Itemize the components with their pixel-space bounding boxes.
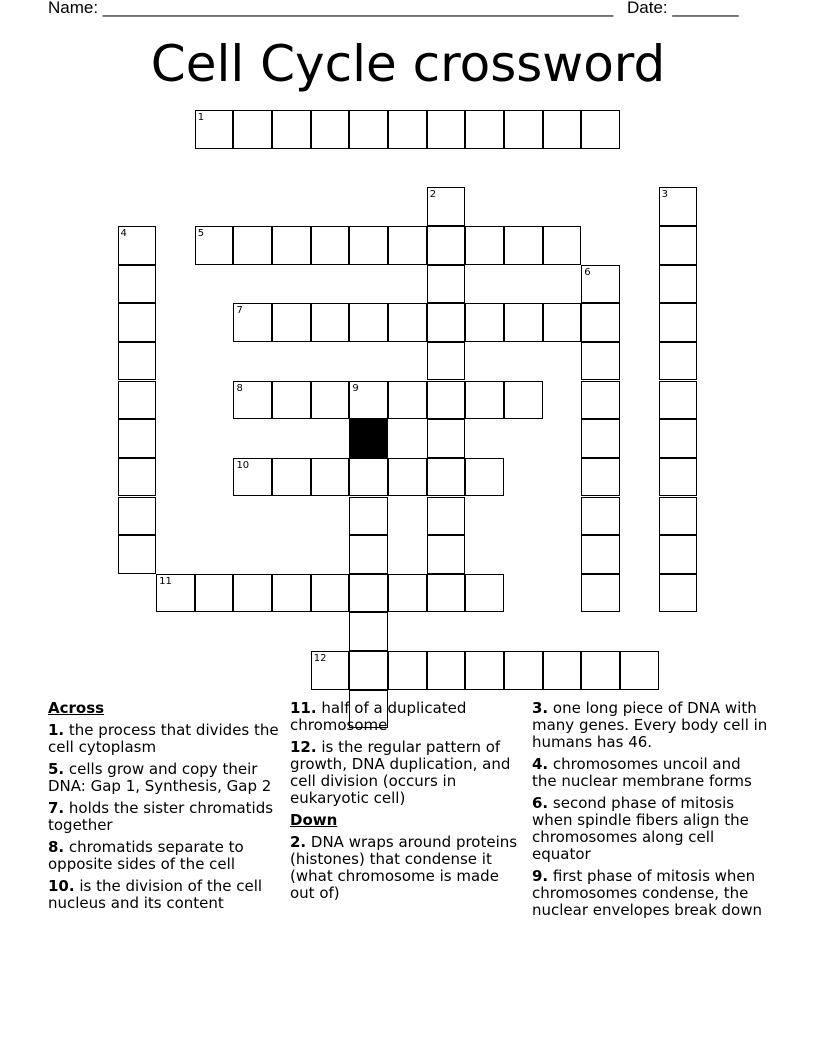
clue-number: 10: [236, 459, 250, 471]
grid-cell: [659, 458, 698, 497]
clue-number: 2: [429, 189, 437, 201]
clue-number: 4: [120, 227, 127, 239]
grid-cell: [388, 110, 427, 149]
grid-cell: [195, 226, 234, 265]
clue-item: [48, 722, 280, 756]
clue-item-text: is the regular pattern of growth, DNA duplication, and cell division (occurs in eukaryotic cell): [290, 738, 511, 807]
grid-cell: [465, 574, 504, 613]
clue-item: [48, 761, 280, 795]
down-clue-list: [290, 834, 526, 902]
clue-item: [290, 834, 526, 902]
grid-cell: [427, 226, 466, 265]
page-title: Cell Cycle crossword: [150, 35, 666, 93]
across-heading: Across: [48, 699, 105, 717]
grid-cell: [427, 342, 466, 381]
clue-item-text: is the division of the cell nucleus and its content: [48, 877, 263, 912]
grid-cell: [233, 303, 272, 342]
clue-item-number: 2.: [290, 833, 307, 851]
clue-number: 9: [352, 382, 359, 394]
grid-cell: [504, 303, 543, 342]
grid-cell: [427, 535, 466, 574]
grid-cell: [118, 342, 157, 381]
grid-cell: [659, 226, 698, 265]
clue-item-number: 6.: [532, 794, 549, 812]
clue-item-text: DNA wraps around proteins (histones) that condense it (what chromosome is made out of): [290, 833, 518, 902]
grid-cell: [349, 110, 388, 149]
date-field-label: Date: _______: [627, 0, 739, 17]
clue-item: [532, 700, 768, 751]
across-clue-list-continued: [290, 700, 526, 807]
grid-cell: [311, 303, 350, 342]
grid-cell: [272, 381, 311, 420]
grid-cell: [543, 651, 582, 690]
grid-cell: [659, 381, 698, 420]
grid-cell: [272, 303, 311, 342]
clue-item: [532, 756, 768, 790]
grid-cell: [233, 574, 272, 613]
grid-cell: [272, 458, 311, 497]
grid-cell: [659, 303, 698, 342]
clue-item: [290, 700, 526, 734]
grid-cell: [388, 226, 427, 265]
grid-cell: [311, 651, 350, 690]
grid-cell: [581, 265, 620, 304]
grid-cell: [581, 574, 620, 613]
clue-item-text: first phase of mitosis when chromosomes condense, the nuclear envelopes break down: [532, 867, 763, 919]
clue-item: [48, 800, 280, 834]
grid-cell: [388, 458, 427, 497]
clue-item: [532, 795, 768, 863]
grid-cell: [581, 458, 620, 497]
clue-item-text: second phase of mitosis when spindle fibers align the chromosomes along cell equator: [532, 794, 749, 863]
grid-cell: [118, 226, 157, 265]
grid-cell: [272, 574, 311, 613]
clue-item-number: 1.: [48, 721, 65, 739]
clue-number: 11: [159, 575, 172, 587]
grid-cell: [388, 574, 427, 613]
grid-cell: [465, 110, 504, 149]
grid-cell: [349, 226, 388, 265]
down-clue-list-continued: [532, 700, 768, 919]
grid-cell: [272, 110, 311, 149]
grid-cell: [233, 381, 272, 420]
clue-item-number: 8.: [48, 838, 65, 856]
grid-cell: [156, 574, 195, 613]
grid-cell: [233, 110, 272, 149]
grid-cell: [659, 497, 698, 536]
grid-cell: [311, 226, 350, 265]
grid-cell: [388, 303, 427, 342]
clues-column-2: [290, 700, 526, 907]
grid-cell: [581, 497, 620, 536]
clue-item-text: one long piece of DNA with many genes. Every body cell in humans has 46.: [532, 699, 768, 751]
clue-item: [48, 839, 280, 873]
clue-item: [532, 868, 768, 919]
grid-cell: [388, 651, 427, 690]
grid-cell: [311, 458, 350, 497]
grid-cell: [349, 381, 388, 420]
grid-cell: [659, 419, 698, 458]
grid-cell: [543, 110, 582, 149]
clue-item: [48, 878, 280, 912]
clues-column-1: [48, 700, 280, 917]
across-clue-list: [48, 722, 280, 912]
grid-cell: [233, 458, 272, 497]
grid-cell: [504, 381, 543, 420]
grid-cell: [427, 265, 466, 304]
clue-number: 3: [661, 189, 668, 201]
grid-cell: [581, 651, 620, 690]
grid-cell: [349, 303, 388, 342]
grid-cell: [659, 535, 698, 574]
grid-cell: [659, 265, 698, 304]
grid-cell: [659, 574, 698, 613]
clue-number: 12: [313, 653, 327, 665]
grid-cell: [427, 303, 466, 342]
grid-cell: [427, 497, 466, 536]
black-cell: [349, 419, 388, 458]
grid-cell: [118, 458, 157, 497]
clue-item: [290, 739, 526, 807]
clue-item-text: cells grow and copy their DNA: Gap 1, Synthesis, Gap 2: [48, 760, 272, 795]
grid-cell: [504, 110, 543, 149]
grid-cell: [581, 535, 620, 574]
clue-number: 6: [584, 266, 591, 278]
grid-cell: [311, 381, 350, 420]
grid-cell: [465, 381, 504, 420]
grid-cell: [427, 574, 466, 613]
clue-number: 5: [197, 227, 205, 239]
clue-item-number: 10.: [48, 877, 75, 895]
grid-cell: [118, 535, 157, 574]
clue-item-text: chromosomes uncoil and the nuclear membrane forms: [532, 755, 752, 790]
grid-cell: [388, 381, 427, 420]
clue-item-number: 4.: [532, 755, 549, 773]
grid-cell: [581, 381, 620, 420]
grid-cell: [504, 226, 543, 265]
grid-cell: [349, 574, 388, 613]
clue-item-number: 3.: [532, 699, 549, 717]
grid-cell: [504, 651, 543, 690]
clue-item-number: 7.: [48, 799, 65, 817]
clue-item-text: the process that divides the cell cytoplasm: [48, 721, 279, 756]
grid-cell: [272, 226, 311, 265]
clue-item-number: 5.: [48, 760, 65, 778]
grid-cell: [659, 342, 698, 381]
grid-cell: [427, 110, 466, 149]
grid-cell: [311, 110, 350, 149]
clue-item-number: 12.: [290, 738, 317, 756]
grid-cell: [581, 110, 620, 149]
grid-cell: [465, 226, 504, 265]
grid-cell: [543, 303, 582, 342]
clue-item-text: half of a duplicated chromosome: [290, 699, 467, 734]
grid-cell: [195, 110, 234, 149]
clue-item-text: chromatids separate to opposite sides of the cell: [48, 838, 244, 873]
grid-cell: [427, 651, 466, 690]
clue-item-number: 11.: [290, 699, 317, 717]
grid-cell: [465, 303, 504, 342]
grid-cell: [581, 419, 620, 458]
clue-number: 8: [236, 382, 243, 394]
grid-cell: [118, 497, 157, 536]
name-field-label: Name: ______________________________________________________: [48, 0, 614, 17]
clue-number: 1: [197, 112, 205, 123]
grid-cell: [311, 574, 350, 613]
grid-cell: [118, 381, 157, 420]
grid-cell: [659, 187, 698, 226]
grid-cell: [581, 303, 620, 342]
clue-number: 7: [236, 305, 243, 317]
grid-cell: [118, 265, 157, 304]
grid-cell: [543, 226, 582, 265]
grid-cell: [349, 612, 388, 651]
clue-item-text: holds the sister chromatids together: [48, 799, 274, 834]
clues-column-3: [532, 700, 768, 924]
grid-cell: [465, 458, 504, 497]
grid-cell: [427, 187, 466, 226]
grid-cell: [349, 497, 388, 536]
grid-cell: [620, 651, 659, 690]
grid-cell: [118, 303, 157, 342]
down-heading: Down: [290, 811, 338, 829]
grid-cell: [349, 458, 388, 497]
grid-cell: [349, 535, 388, 574]
grid-cell: [427, 381, 466, 420]
grid-cell: [349, 651, 388, 690]
grid-cell: [233, 226, 272, 265]
grid-cell: [581, 342, 620, 381]
grid-cell: [427, 419, 466, 458]
grid-cell: [465, 651, 504, 690]
grid-cell: [427, 458, 466, 497]
clue-item-number: 9.: [532, 867, 549, 885]
grid-cell: [195, 574, 234, 613]
grid-cell: [118, 419, 157, 458]
